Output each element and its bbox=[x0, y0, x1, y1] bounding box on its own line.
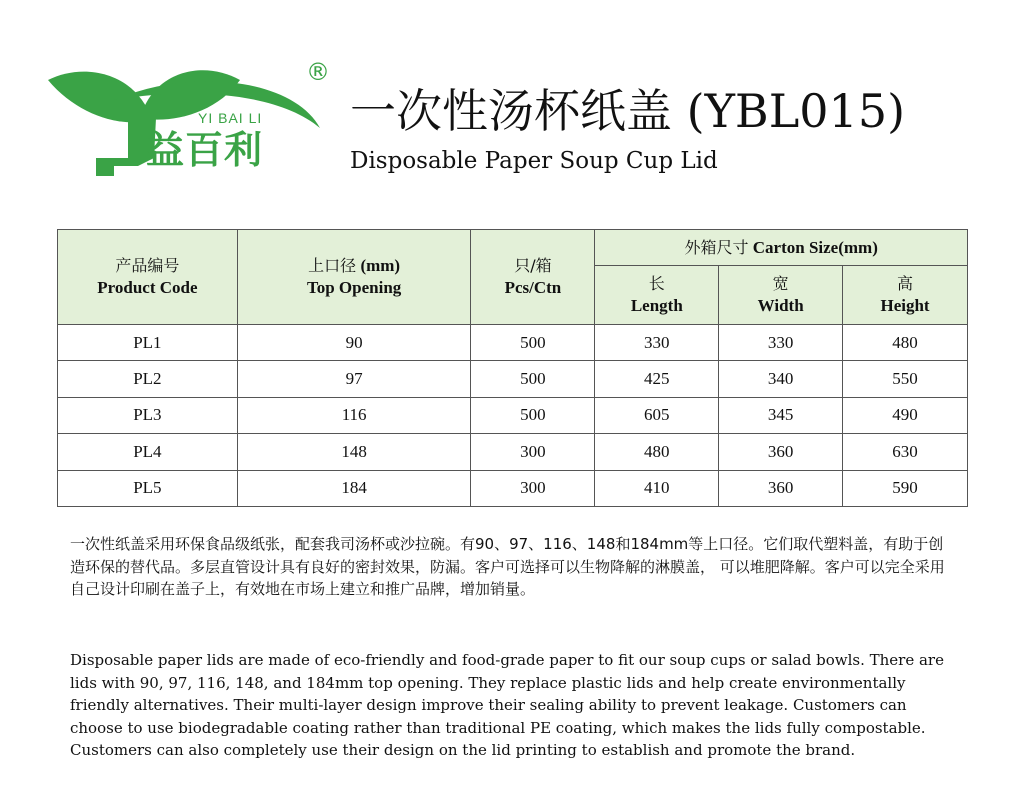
description-en: Disposable paper lids are made of eco-friendly and food-grade paper to fit our soup cups or salad bowls. There are lids with 90, 97, 116, 148, and 184mm top opening. They replace plastic lids and help create environmentally friendly alternatives. Their multi-layer design improve their sealing ability to prevent leakage. Customers can choose to use biodegradable coating rather than traditional PE coating, which makes the lids fully compostable. Customers can also completely use their design on the lid printing to establish and promote the brand. bbox=[70, 651, 944, 760]
cell-length: 480 bbox=[595, 434, 719, 470]
table-row bbox=[58, 397, 968, 433]
cell-code: PL2 bbox=[58, 361, 238, 397]
table-row bbox=[58, 361, 968, 397]
cell-code: PL4 bbox=[58, 434, 238, 470]
cell-top-opening: 148 bbox=[237, 434, 471, 470]
col-header-carton-size: 外箱尺寸 Carton Size(mm) bbox=[595, 230, 968, 266]
cell-width: 360 bbox=[719, 434, 843, 470]
table-row bbox=[58, 470, 968, 506]
cell-top-opening: 116 bbox=[237, 397, 471, 433]
cell-top-opening: 97 bbox=[237, 361, 471, 397]
cell-length: 425 bbox=[595, 361, 719, 397]
page-subtitle: Disposable Paper Soup Cup Lid bbox=[350, 148, 718, 174]
cell-code: PL1 bbox=[58, 325, 238, 361]
col-header-width: 宽 Width bbox=[719, 266, 843, 325]
col-header-height: 高 Height bbox=[843, 266, 968, 325]
cell-pcs: 300 bbox=[471, 434, 595, 470]
cell-height: 550 bbox=[843, 361, 968, 397]
logo-brand-name: 益百利 bbox=[146, 128, 264, 172]
cell-length: 330 bbox=[595, 325, 719, 361]
col-header-length: 长 Length bbox=[595, 266, 719, 325]
logo-pinyin: YI BAI LI bbox=[198, 110, 263, 126]
registered-mark: ® bbox=[306, 58, 330, 86]
col-header-product-code: 产品编号 Product Code bbox=[58, 230, 238, 325]
cell-pcs: 500 bbox=[471, 397, 595, 433]
table-row bbox=[58, 434, 968, 470]
cell-code: PL5 bbox=[58, 470, 238, 506]
cell-length: 605 bbox=[595, 397, 719, 433]
table-row bbox=[58, 325, 968, 361]
description-cn: 一次性纸盖采用环保食品级纸张，配套我司汤杯或沙拉碗。有90、97、116、148和184mm等上口径。它们取代塑料盖，有助于创造环保的替代品。多层直管设计具有良好的密封效果，防漏。客户可选择可以生物降解的淋膜盖， 可以堆肥降解。客户可以完全采用自己设计印刷在盖子上，有效地在市场上建立和推广品牌，增加销量。 bbox=[70, 535, 945, 598]
cell-width: 330 bbox=[719, 325, 843, 361]
cell-top-opening: 184 bbox=[237, 470, 471, 506]
cell-width: 345 bbox=[719, 397, 843, 433]
cell-pcs: 300 bbox=[471, 470, 595, 506]
cell-pcs: 500 bbox=[471, 325, 595, 361]
cell-height: 630 bbox=[843, 434, 968, 470]
spec-table bbox=[57, 229, 968, 507]
cell-height: 480 bbox=[843, 325, 968, 361]
col-header-top-opening: 上口径 (mm) Top Opening bbox=[237, 230, 471, 325]
cell-length: 410 bbox=[595, 470, 719, 506]
cell-top-opening: 90 bbox=[237, 325, 471, 361]
col-header-pcs-ctn: 只/箱 Pcs/Ctn bbox=[471, 230, 595, 325]
cell-pcs: 500 bbox=[471, 361, 595, 397]
cell-code: PL3 bbox=[58, 397, 238, 433]
cell-width: 360 bbox=[719, 470, 843, 506]
cell-width: 340 bbox=[719, 361, 843, 397]
page-title: 一次性汤杯纸盖 (YBL015) bbox=[350, 84, 906, 138]
cell-height: 590 bbox=[843, 470, 968, 506]
cell-height: 490 bbox=[843, 397, 968, 433]
